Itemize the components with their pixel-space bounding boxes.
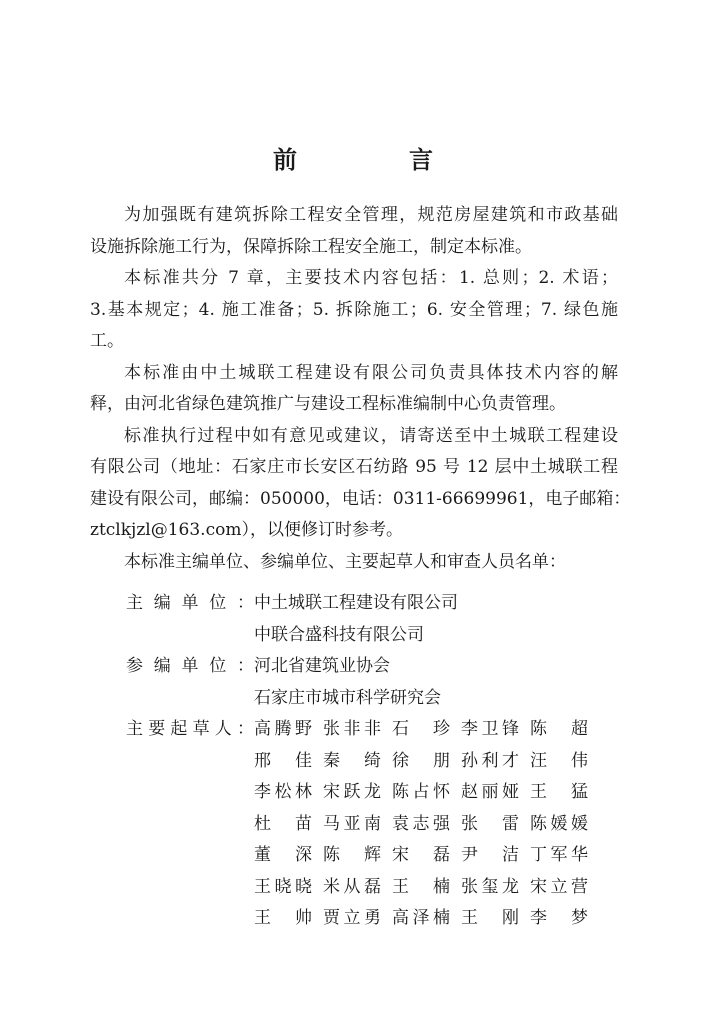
organization-name: 河北省建筑业协会 — [254, 656, 390, 676]
roster-row — [126, 683, 616, 715]
drafter-name: 陈占怀 — [392, 782, 450, 802]
drafter-name: 李卫锋 — [461, 719, 519, 739]
drafter-name: 赵丽娅 — [461, 782, 519, 802]
roster-row — [126, 777, 616, 809]
paragraph-roster-intro — [90, 547, 618, 579]
drafter-name: 高腾野 — [254, 719, 312, 739]
page-title: 前 言 — [273, 145, 477, 174]
drafter-name: 张玺龙 — [461, 876, 519, 897]
paragraph-line: 建设有限公司，邮编：050000，电话：0311-66699961，电子邮箱： — [90, 488, 631, 509]
drafter-name: 尹洁 — [461, 845, 519, 865]
drafter-name: 张雷 — [461, 813, 519, 834]
drafter-names — [254, 809, 616, 841]
drafter-name: 宋磊 — [392, 845, 450, 865]
paragraph-line: 为加强既有建筑拆除工程安全管理，规范房屋建筑和市政基础 — [124, 205, 618, 225]
drafter-name: 高泽楠 — [392, 908, 450, 928]
drafter-name: 王晓晓 — [254, 876, 312, 897]
roster-row — [126, 651, 616, 683]
paragraph-line: 有限公司（地址：石家庄市长安区石纺路 95 号 12 层中土城联工程 — [90, 457, 618, 477]
drafter-name: 王帅 — [254, 908, 312, 928]
paragraph-line: 本标准主编单位、参编单位、主要起草人和审查人员名单： — [124, 551, 566, 572]
contributors-roster — [126, 588, 616, 935]
drafter-name: 宋跃龙 — [323, 782, 381, 802]
paragraph-line: 设施拆除施工行为，保障拆除工程安全施工，制定本标准。 — [90, 236, 532, 257]
drafter-names — [254, 777, 616, 809]
drafter-name: 陈媛媛 — [530, 813, 588, 834]
paragraph-line: 释，由河北省绿色建筑推广与建设工程标准编制中心负责管理。 — [90, 394, 566, 414]
drafter-name: 王刚 — [461, 908, 519, 928]
drafter-name: 孙利才 — [461, 750, 519, 771]
drafter-names — [254, 872, 616, 904]
paragraph-line: ztclkjzl@163.com），以便修订时参考。 — [90, 520, 403, 540]
preface-body — [90, 200, 631, 578]
drafter-name: 李梦 — [530, 908, 588, 928]
drafter-name: 李松林 — [254, 782, 312, 802]
drafter-name: 米从磊 — [323, 876, 381, 897]
roster-row — [126, 620, 616, 652]
organization-name: 中联合盛科技有限公司 — [254, 624, 424, 645]
drafter-name: 丁军华 — [530, 845, 588, 865]
drafter-name: 袁志强 — [392, 813, 450, 834]
drafter-name: 张非非 — [323, 719, 381, 739]
drafter-name: 徐朋 — [392, 750, 450, 771]
role-label-participating: 参 编 单 位 ： — [126, 656, 254, 676]
paragraph-responsibility — [90, 358, 618, 421]
drafter-names — [254, 714, 616, 746]
drafter-names — [254, 746, 616, 778]
drafter-name: 王猛 — [530, 782, 588, 802]
roster-row — [126, 588, 616, 620]
paragraph-line: 工。 — [90, 331, 124, 351]
paragraph-line: 标准执行过程中如有意见或建议，请寄送至中土城联工程建设 — [124, 425, 618, 446]
paragraph-line: 本标准由中土城联工程建设有限公司负责具体技术内容的解 — [124, 362, 618, 383]
drafter-name: 马亚南 — [323, 813, 381, 834]
roster-row — [126, 840, 616, 872]
paragraph-purpose — [90, 200, 618, 263]
role-label-chief-editor: 主 编 单 位 ： — [126, 593, 254, 613]
drafter-name: 秦绮 — [323, 750, 381, 771]
drafter-name: 宋立营 — [530, 876, 588, 897]
paragraph-feedback — [90, 421, 631, 547]
paragraph-contents — [90, 263, 618, 358]
drafter-name: 杜苗 — [254, 813, 312, 834]
drafter-names — [254, 903, 616, 935]
drafter-name: 邢佳 — [254, 750, 312, 771]
paragraph-line: 3.基本规定；4. 施工准备；5. 拆除施工；6. 安全管理；7. 绿色施 — [90, 299, 618, 320]
drafter-name: 陈超 — [530, 719, 588, 739]
roster-row — [126, 809, 616, 841]
organization-name: 石家庄市城市科学研究会 — [254, 687, 441, 708]
paragraph-line: 本标准共分 7 章，主要技术内容包括：1. 总则；2. 术语； — [124, 268, 618, 288]
drafter-name: 贾立勇 — [323, 908, 381, 928]
drafter-name: 董深 — [254, 845, 312, 865]
drafter-name: 石珍 — [392, 719, 450, 739]
drafter-names — [254, 840, 616, 872]
roster-row — [126, 714, 616, 746]
organization-name: 中土城联工程建设有限公司 — [254, 593, 458, 613]
roster-row — [126, 872, 616, 904]
drafter-name: 汪伟 — [530, 750, 588, 771]
role-label-drafters: 主 要 起 草 人 ： — [126, 719, 254, 739]
roster-row — [126, 746, 616, 778]
drafter-name: 王楠 — [392, 876, 450, 897]
drafter-name: 陈辉 — [323, 845, 381, 865]
roster-row — [126, 903, 616, 935]
